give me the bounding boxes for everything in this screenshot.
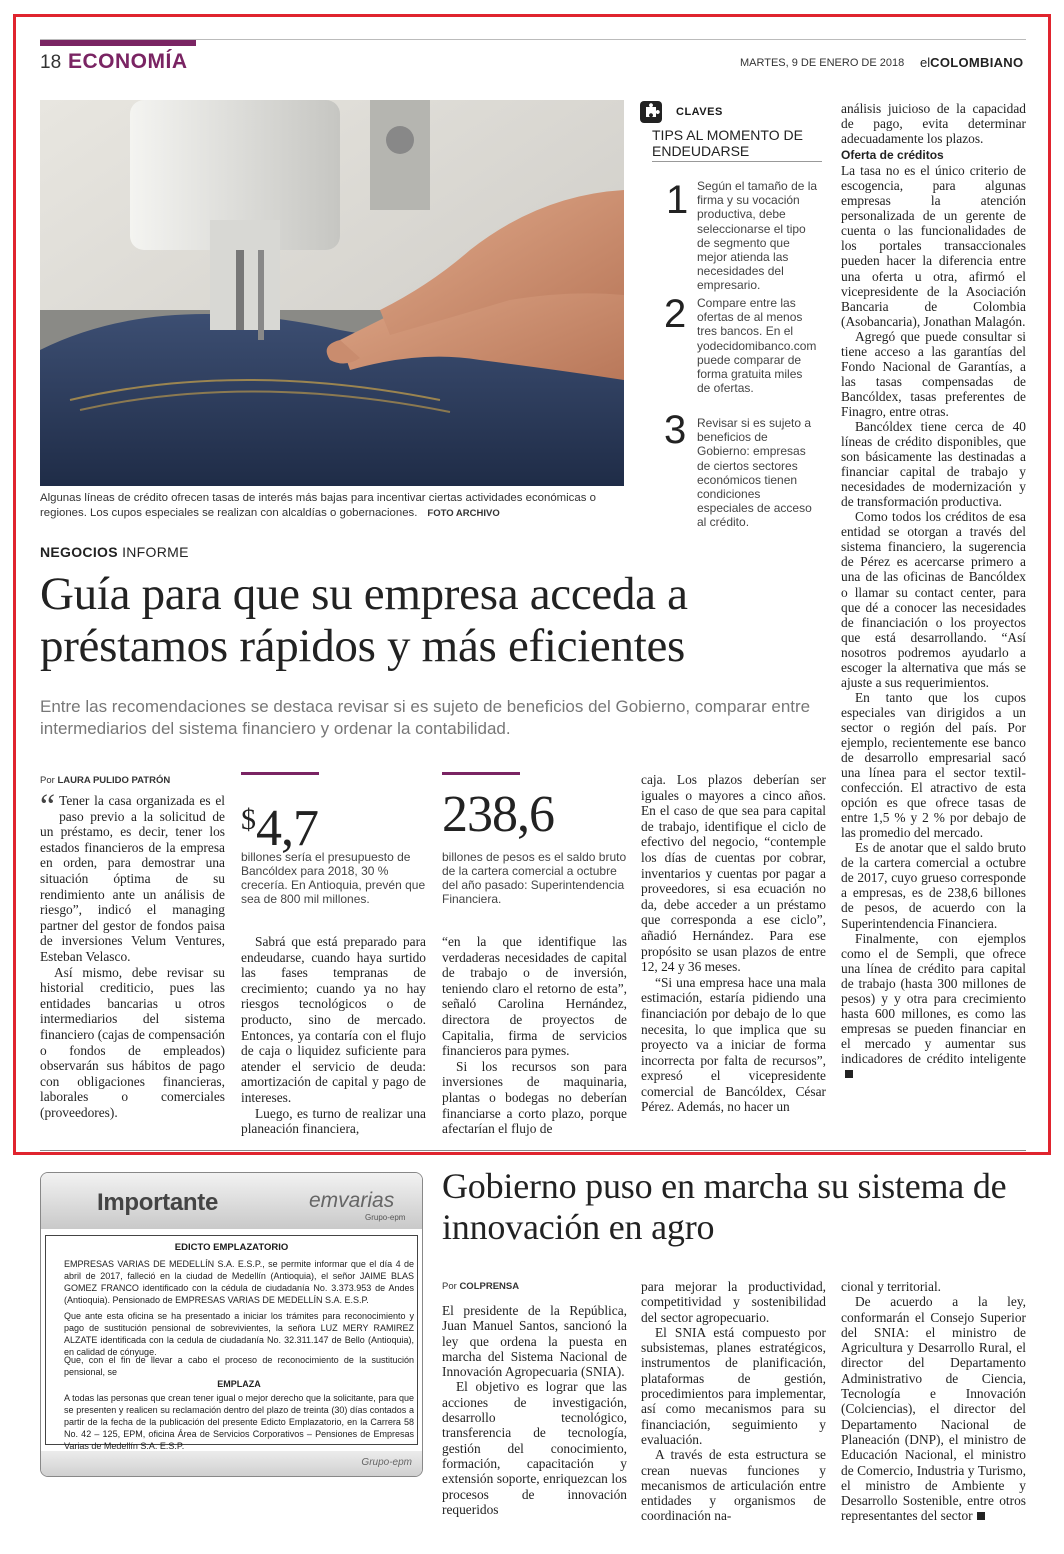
article2-column-1 — [442, 1303, 627, 1517]
edict-box — [45, 1235, 418, 1451]
edict-emplaza: EMPLAZA — [217, 1379, 261, 1389]
article-subhead: Oferta de créditos — [841, 148, 944, 163]
article2-column-2 — [641, 1279, 826, 1524]
tip-number: 1 — [666, 178, 689, 222]
edict-paragraph: A todas las personas que crean tener igual o mejor derecho que la solicitante, para que se presenten y realicen su reclamación dentro del plazo de treinta (30) días contados a partir de la fecha de la publicación del presente Edicto Emplazatorio, en la Carrera 58 No. 42 – 125, EPM, oficina Área de Servicios Corporativos – Pensiones de Empresas Varias de Medellín S.A. E.S.P. — [64, 1393, 414, 1451]
issue-date: MARTES, 9 DE ENERO DE 2018 — [740, 57, 905, 69]
page-number: 18 — [40, 52, 62, 73]
tip-text: Compare entre las ofertas de al menos tres bancos. En el yodecidomibanco.com puede comparar de forma gratuita miles de ofertas. — [697, 296, 817, 396]
column-paragraph: Luego, es turno de realizar una planeación financiera, — [241, 1105, 426, 1137]
photo-caption-text: Algunas líneas de crédito ofrecen tasas de interés más bajas para incentivar ciertas actividades económicas o regiones. Los cupos especiales se realizan con alcaldías o gobernaciones. — [40, 492, 596, 519]
stat-description-2: billones de pesos es el saldo bruto de la cartera comercial a octubre del año pasado: Superintendencia Financiera. — [442, 850, 627, 906]
column-paragraph: Bancóldex tiene cerca de 40 líneas de crédito disponibles, que son básicamente las destinadas a financiar capital de trabajo y necesidades de modernización y de transformación productiva. — [841, 418, 1026, 510]
column-paragraph: El presidente de la República, Juan Manuel Santos, sancionó la ley que ordena la puesta en marcha del Sistema Nacional de Innovación Agropecuaria (SNIA). — [442, 1303, 627, 1380]
section-name: ECONOMÍA — [68, 50, 188, 73]
paragraph-text: De acuerdo a la ley, conformarán el Consejo Superior del SNIA: el ministro de Agricultura y Desarrollo Rural, el director del Departamento Administrativo de Ciencia, Tecnología e Innovación (Colciencias), el director del Departamento Nacional de Planeación (DNP), el ministro de Educación Nacional, el ministro de Comercio, Industria y Turismo, el ministro de Ambiente y Desarrollo Sostenible, entre otros representantes del sector — [841, 1294, 1026, 1524]
column-paragraph: Es de anotar que el saldo bruto de la cartera comercial a octubre de 2017, cuyo grueso corresponde a empresas, es de 238,6 billones de pesos, de acuerdo con la Superintendencia Financiera. — [841, 840, 1026, 931]
sewing-photo-illustration — [40, 100, 624, 486]
column-paragraph: Sabrá que está preparado para endeudarse, cuando haya surtido las fases tempranas de crecimiento; cuando ya no hay riesgos tecnológicos o de producto, sino de mercado. Entonces, ya contaría con el flujo de caja o liquidez suficiente para atender el servicio de deuda: amortización de capital y pago de intereses. — [241, 934, 426, 1105]
paragraph-text: Tener la casa organizada es el paso previo a la solicitud de un préstamo, es decir, tener los estados financieros de la empresa en orden, para demostrar una situación óptima de su rendimiento ante un análisis de riesgo”, indicó el managing partner del gestor de fondos paisa de inversiones Velum Ventures, Esteban Velasco. — [40, 793, 225, 964]
column-paragraph: “en la que identifique las verdaderas necesidades de capital de trabajo o de inversión, teniendo claro el retorno de esta”, señaló Carolina Hernández, directora de proyectos de Capitalia, firma de servicios financieros para pymes. — [442, 934, 627, 1059]
article-photo — [40, 100, 624, 486]
column-paragraph — [841, 931, 1026, 1081]
byline-por: Por — [40, 775, 55, 786]
column-paragraph: Agregó que puede consultar si tiene acceso a las garantías del Fondo Nacional de Garantías, a las tasas compensadas de Bancóldex, tasas preferentes de Finagro, entre otras. — [841, 328, 1026, 419]
article-column-2 — [241, 934, 426, 1137]
article-deck: Entre las recomendaciones se destaca revisar si es sujeto de beneficios del Gobierno, comparar entre intermediarios del sistema financiero y ordenar la contabilidad. — [40, 697, 811, 738]
article-column-5 — [841, 101, 1026, 1081]
claves-title: TIPS AL MOMENTO DE ENDEUDARSE — [652, 127, 822, 162]
column-paragraph: Como todos los créditos de esa entidad se otorgan a través del sistema financiero, la sugerencia de Pérez es acercarse primero a una de las oficinas de Bancóldex o llamar su contact center, para que dé a conocer las necesidades de financiación o los proyectos que está desarrollando. “Así nosotros podremos ayudarlo a escoger la alternativa que más se ajuste a sus requerimientos. — [841, 509, 1026, 690]
column-paragraph — [40, 788, 225, 965]
opening-quote: “ — [40, 788, 56, 825]
section-separator — [40, 1150, 1026, 1151]
masthead — [920, 55, 1023, 70]
tip-text: Revisar si es sujeto a beneficios de Gobierno: empresas de ciertos sectores económicos tienen condiciones especiales de acceso al crédito. — [697, 416, 812, 530]
ad-logo-sub: Grupo-epm — [365, 1213, 406, 1222]
edict-paragraph: EMPRESAS VARIAS DE MEDELLÍN S.A. E.S.P., se permite informar que el día 4 de abril de 2017, falleció en la ciudad de Medellín (Antioquia), el señor JAIME BLAS GOMEZ FRANCO identificado con la cédula de ciudadanía No. 3.373.953 de Andes (Antioquia). Pensionado de EMPRESAS VARIAS DE MEDELLÍN S.A. E.S.P. — [64, 1259, 414, 1305]
column-paragraph: El SNIA está compuesto por subsistemas, planes estratégicos, instrumentos de planificación, plataformas de gestión, procedimientos para implementar, así como mecanismos para su financiación, seguimiento y evaluación. — [641, 1324, 826, 1447]
grupo-epm-logo: Grupo-epm — [361, 1457, 412, 1468]
edict-title: EDICTO EMPLAZATORIO — [174, 1242, 289, 1253]
photo-credit: FOTO ARCHIVO — [427, 508, 500, 519]
article-kicker — [40, 544, 189, 560]
claves-label: CLAVES — [676, 106, 723, 118]
article-headline: Guía para que su empresa acceda a préstamos rápidos y más eficientes — [40, 568, 688, 672]
column-paragraph: cional y territorial. — [841, 1279, 942, 1294]
column-paragraph: El objetivo es lograr que las acciones de investigación, desarrollo tecnológico, transferencia de tecnología, gestión del conocimiento, formación, capacitación y extensión soporte, enriquezcan los procesos de innovación requeridos — [442, 1379, 627, 1517]
byline-author: COLPRENSA — [459, 1281, 520, 1292]
article-byline — [40, 775, 170, 786]
column-paragraph: “Si una empresa hace una mala estimación, estaría pidiendo una financiación por debajo de lo que necesita, lo que implica que su proyecto va a iniciar de forma incorrecta por falta de recursos”, expresó el vicepresidente comercial de Bancóldex, César Pérez. Además, no hacer un — [641, 974, 826, 1115]
tip-number: 3 — [664, 408, 687, 452]
column-paragraph: caja. Los plazos deberían ser iguales o mayores a cinco años. En el caso de que sea para capital de trabajo, identifique el ciclo de efectivo del negocio, “contemple los días de cuentas por cobrar, inventarios y cuentas por pagar a proveedores, si esa ecuación no da, debe acceder a un préstamo que corresponda a ese ciclo”, añadió Hernández. Para ese propósito se usan plazos de entre 12, 24 y 36 meses. — [641, 772, 826, 975]
edict-paragraph: Que, con el fin de llevar a cabo el proceso de reconocimiento de la sustitución pensional, se — [64, 1355, 414, 1377]
stat-value: 4,7 — [256, 800, 318, 857]
emvarias-logo: emvarias — [309, 1189, 395, 1212]
edict-paragraph: Que ante esta oficina se ha presentado a iniciar los trámites para reconocimiento y pago de sustitución pensional de sobrevivientes, la señora LUZ MERY RAMIREZ ALZATE identificada con la cedula de ciudadanía No. 32.311.147 de Bello (Antioquia), en calidad de cónyuge. — [64, 1311, 414, 1357]
section-accent-bar — [40, 40, 196, 46]
column-paragraph: La tasa no es el único criterio de escogencia, para algunas empresas la atención personalizada de un gerente de cuenta o las funcionalidades de los portales transaccionales pueden hacer la diferencia entre una oferta u otra, afirmó el vicepresidente de la Asociación Bancaria de Colombia (Asobancaria), Jonathan Malagón. — [841, 163, 1026, 329]
legal-notice-ad — [40, 1172, 423, 1477]
stat-description-1: billones sería el presupuesto de Bancóldex para 2018, 30 % crecería. En Antioquia, prevén que sea de 800 mil millones. — [241, 850, 426, 906]
byline-author: LAURA PULIDO PATRÓN — [57, 775, 171, 786]
stat-accent-bar — [442, 772, 520, 775]
stat-figure-2: 238,6 — [442, 786, 554, 843]
column-paragraph: para mejorar la productividad, competitividad y sostenibilidad del sector agropecuario. — [641, 1279, 826, 1325]
masthead-prefix: el — [920, 55, 931, 70]
tip-text: Según el tamaño de la firma y su vocación productiva, debe seleccionarse el tipo de segmento que mejor atienda las necesidades del empresario. — [697, 179, 818, 293]
article-column-4 — [641, 772, 826, 1115]
byline-por: Por — [442, 1281, 457, 1292]
paragraph-text: Finalmente, con ejemplos como el de Sempli, que ofrece una línea de crédito para capital de trabajo (hasta 300 millones de pesos) y y otra para crecimiento hasta 600 millones, es como las empresas se pueden financiar en el mercado y aumentar sus indicadores de crédito inteligente — [841, 930, 1026, 1066]
column-paragraph: En tanto que los cupos especiales van dirigidos a un sector o región del país. Por ejemplo, recientemente ese banco de desarrollo empresarial sacó una línea para el sector textil-confección. El atractivo de esta opción es que ofrece tasas de entre 1,5 % y 2 % por debajo de las promedio del mercado. — [841, 689, 1026, 841]
column-paragraph — [841, 1294, 1026, 1523]
ad-title: Importante — [97, 1189, 219, 1216]
photo-caption — [40, 491, 624, 521]
column-paragraph: A través de esta estructura se crean nuevas funciones y mecanismos de articulación entre entidades y organismos de coordinación na- — [641, 1447, 826, 1524]
end-mark-icon — [845, 1070, 853, 1078]
article2-column-3 — [841, 1279, 1026, 1524]
masthead-name: COLOMBIANO — [930, 55, 1024, 70]
column-paragraph: Así mismo, debe revisar su historial crediticio, pues las entidades bancarias u otros intermediarios del sistema financiero (cajas de compensación o fondos de empleados) observarán sus hábitos de pago con obligaciones financieras, laborales o comerciales (proveedores). — [40, 964, 225, 1120]
stat-accent-bar — [241, 772, 319, 775]
kicker-rest: INFORME — [122, 544, 189, 560]
column-paragraph: Si los recursos son para inversiones de maquinaria, plantas o bodegas no deberían financiarse a corto plazo, porque afectarían el flujo de — [442, 1058, 627, 1137]
tip-number: 2 — [664, 292, 687, 336]
article2-headline: Gobierno puso en marcha su sistema de innovación en agro — [442, 1166, 1007, 1247]
article2-byline — [442, 1281, 519, 1292]
article-column-1 — [40, 788, 225, 1120]
article-column-3 — [442, 934, 627, 1137]
stat-currency: $ — [241, 803, 255, 836]
ad-footer — [41, 1451, 422, 1477]
kicker-strong: NEGOCIOS — [40, 544, 118, 560]
puzzle-icon — [640, 101, 662, 123]
column-paragraph: análisis juicioso de la capacidad de pago, evita determinar adecuadamente los plazos. — [841, 101, 1026, 147]
stat-figure-1 — [241, 793, 318, 856]
end-mark-icon — [977, 1512, 985, 1520]
